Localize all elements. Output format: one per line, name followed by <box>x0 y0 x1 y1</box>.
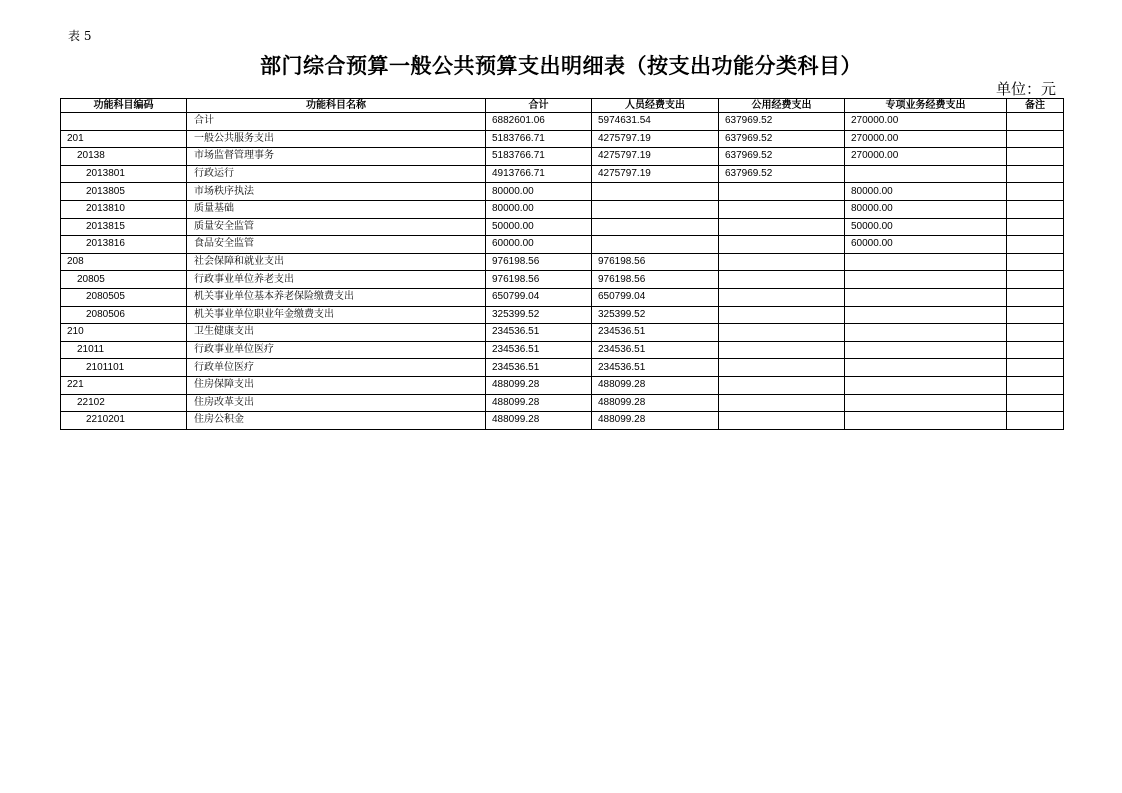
cell-note <box>1007 165 1064 183</box>
cell-public: 637969.52 <box>719 165 845 183</box>
table-header-row <box>61 99 1064 113</box>
cell-public <box>719 183 845 201</box>
cell-name: 食品安全监管 <box>187 236 486 254</box>
cell-personnel: 976198.56 <box>592 271 719 289</box>
cell-name: 住房公积金 <box>187 412 486 430</box>
cell-total: 976198.56 <box>486 253 592 271</box>
cell-code: 2101101 <box>61 359 187 377</box>
cell-special <box>845 288 1007 306</box>
table-row <box>61 376 1064 394</box>
cell-note <box>1007 306 1064 324</box>
cell-code: 2080506 <box>61 306 187 324</box>
cell-public: 637969.52 <box>719 148 845 166</box>
cell-note <box>1007 130 1064 148</box>
cell-code: 2013810 <box>61 200 187 218</box>
cell-personnel <box>592 183 719 201</box>
cell-public <box>719 306 845 324</box>
cell-code: 2080505 <box>61 288 187 306</box>
cell-personnel <box>592 236 719 254</box>
cell-note <box>1007 113 1064 131</box>
table-row <box>61 412 1064 430</box>
cell-personnel <box>592 200 719 218</box>
unit-label: 单位：元 <box>995 80 1056 98</box>
cell-total: 488099.28 <box>486 394 592 412</box>
cell-name: 机关事业单位基本养老保险缴费支出 <box>187 288 486 306</box>
table-row <box>61 148 1064 166</box>
cell-public <box>719 341 845 359</box>
header-code: 功能科目编码 <box>61 99 187 113</box>
cell-code: 221 <box>61 376 187 394</box>
cell-personnel: 234536.51 <box>592 324 719 342</box>
table-row <box>61 306 1064 324</box>
table-row <box>61 113 1064 131</box>
table-row <box>61 271 1064 289</box>
cell-special <box>845 271 1007 289</box>
cell-note <box>1007 183 1064 201</box>
cell-note <box>1007 324 1064 342</box>
cell-public <box>719 394 845 412</box>
cell-personnel: 650799.04 <box>592 288 719 306</box>
table-row <box>61 394 1064 412</box>
cell-public: 637969.52 <box>719 113 845 131</box>
cell-name: 卫生健康支出 <box>187 324 486 342</box>
cell-total: 234536.51 <box>486 341 592 359</box>
table-row <box>61 130 1064 148</box>
cell-code: 20805 <box>61 271 187 289</box>
cell-total: 60000.00 <box>486 236 592 254</box>
cell-special: 270000.00 <box>845 113 1007 131</box>
cell-personnel: 234536.51 <box>592 341 719 359</box>
cell-special: 80000.00 <box>845 200 1007 218</box>
cell-special <box>845 359 1007 377</box>
header-name: 功能科目名称 <box>187 99 486 113</box>
cell-special: 270000.00 <box>845 148 1007 166</box>
cell-special <box>845 253 1007 271</box>
cell-code: 210 <box>61 324 187 342</box>
cell-public <box>719 200 845 218</box>
cell-special <box>845 324 1007 342</box>
expenditure-table <box>60 98 1064 430</box>
table-row <box>61 288 1064 306</box>
cell-code: 22102 <box>61 394 187 412</box>
table-number: 表 5 <box>68 29 92 43</box>
table-row <box>61 218 1064 236</box>
cell-special: 80000.00 <box>845 183 1007 201</box>
cell-total: 976198.56 <box>486 271 592 289</box>
cell-special <box>845 341 1007 359</box>
cell-total: 325399.52 <box>486 306 592 324</box>
cell-note <box>1007 200 1064 218</box>
cell-name: 住房改革支出 <box>187 394 486 412</box>
cell-personnel: 4275797.19 <box>592 165 719 183</box>
table-row <box>61 183 1064 201</box>
cell-code: 208 <box>61 253 187 271</box>
cell-personnel: 4275797.19 <box>592 148 719 166</box>
cell-total: 5183766.71 <box>486 148 592 166</box>
cell-code: 2013816 <box>61 236 187 254</box>
cell-name: 市场监督管理事务 <box>187 148 486 166</box>
table-row <box>61 200 1064 218</box>
table-row <box>61 253 1064 271</box>
cell-note <box>1007 271 1064 289</box>
cell-public <box>719 288 845 306</box>
header-note: 备注 <box>1007 99 1064 113</box>
cell-special <box>845 306 1007 324</box>
cell-code <box>61 113 187 131</box>
cell-special: 50000.00 <box>845 218 1007 236</box>
cell-name: 行政事业单位养老支出 <box>187 271 486 289</box>
table-row <box>61 236 1064 254</box>
cell-total: 6882601.06 <box>486 113 592 131</box>
cell-total: 234536.51 <box>486 324 592 342</box>
cell-total: 80000.00 <box>486 183 592 201</box>
header-special: 专项业务经费支出 <box>845 99 1007 113</box>
cell-special: 270000.00 <box>845 130 1007 148</box>
cell-name: 机关事业单位职业年金缴费支出 <box>187 306 486 324</box>
cell-code: 201 <box>61 130 187 148</box>
cell-name: 合计 <box>187 113 486 131</box>
cell-special <box>845 376 1007 394</box>
cell-total: 234536.51 <box>486 359 592 377</box>
cell-code: 2210201 <box>61 412 187 430</box>
header-total: 合计 <box>486 99 592 113</box>
cell-personnel <box>592 218 719 236</box>
cell-note <box>1007 359 1064 377</box>
cell-public <box>719 218 845 236</box>
cell-public <box>719 412 845 430</box>
cell-public <box>719 271 845 289</box>
cell-name: 社会保障和就业支出 <box>187 253 486 271</box>
cell-public: 637969.52 <box>719 130 845 148</box>
cell-special <box>845 394 1007 412</box>
cell-note <box>1007 376 1064 394</box>
cell-note <box>1007 218 1064 236</box>
table-row <box>61 324 1064 342</box>
cell-name: 住房保障支出 <box>187 376 486 394</box>
cell-name: 质量基础 <box>187 200 486 218</box>
cell-personnel: 325399.52 <box>592 306 719 324</box>
cell-total: 4913766.71 <box>486 165 592 183</box>
table-row <box>61 165 1064 183</box>
table-row <box>61 341 1064 359</box>
cell-name: 一般公共服务支出 <box>187 130 486 148</box>
cell-note <box>1007 253 1064 271</box>
cell-note <box>1007 412 1064 430</box>
cell-public <box>719 324 845 342</box>
cell-personnel: 488099.28 <box>592 376 719 394</box>
cell-public <box>719 376 845 394</box>
page-title: 部门综合预算一般公共预算支出明细表（按支出功能分类科目） <box>260 53 862 78</box>
cell-name: 市场秩序执法 <box>187 183 486 201</box>
cell-code: 21011 <box>61 341 187 359</box>
cell-note <box>1007 288 1064 306</box>
cell-personnel: 488099.28 <box>592 412 719 430</box>
cell-name: 质量安全监管 <box>187 218 486 236</box>
cell-special <box>845 165 1007 183</box>
cell-note <box>1007 394 1064 412</box>
cell-name: 行政运行 <box>187 165 486 183</box>
cell-code: 2013801 <box>61 165 187 183</box>
cell-note <box>1007 341 1064 359</box>
cell-code: 20138 <box>61 148 187 166</box>
cell-name: 行政单位医疗 <box>187 359 486 377</box>
cell-total: 488099.28 <box>486 376 592 394</box>
cell-special <box>845 412 1007 430</box>
cell-public <box>719 236 845 254</box>
cell-name: 行政事业单位医疗 <box>187 341 486 359</box>
cell-personnel: 488099.28 <box>592 394 719 412</box>
table-row <box>61 359 1064 377</box>
cell-total: 488099.28 <box>486 412 592 430</box>
cell-total: 50000.00 <box>486 218 592 236</box>
cell-public <box>719 253 845 271</box>
cell-code: 2013805 <box>61 183 187 201</box>
table-body <box>61 113 1064 430</box>
header-public: 公用经费支出 <box>719 99 845 113</box>
cell-note <box>1007 236 1064 254</box>
cell-personnel: 234536.51 <box>592 359 719 377</box>
cell-public <box>719 359 845 377</box>
cell-note <box>1007 148 1064 166</box>
cell-personnel: 976198.56 <box>592 253 719 271</box>
header-personnel: 人员经费支出 <box>592 99 719 113</box>
cell-special: 60000.00 <box>845 236 1007 254</box>
cell-total: 5183766.71 <box>486 130 592 148</box>
cell-total: 80000.00 <box>486 200 592 218</box>
cell-personnel: 5974631.54 <box>592 113 719 131</box>
cell-total: 650799.04 <box>486 288 592 306</box>
cell-code: 2013815 <box>61 218 187 236</box>
cell-personnel: 4275797.19 <box>592 130 719 148</box>
